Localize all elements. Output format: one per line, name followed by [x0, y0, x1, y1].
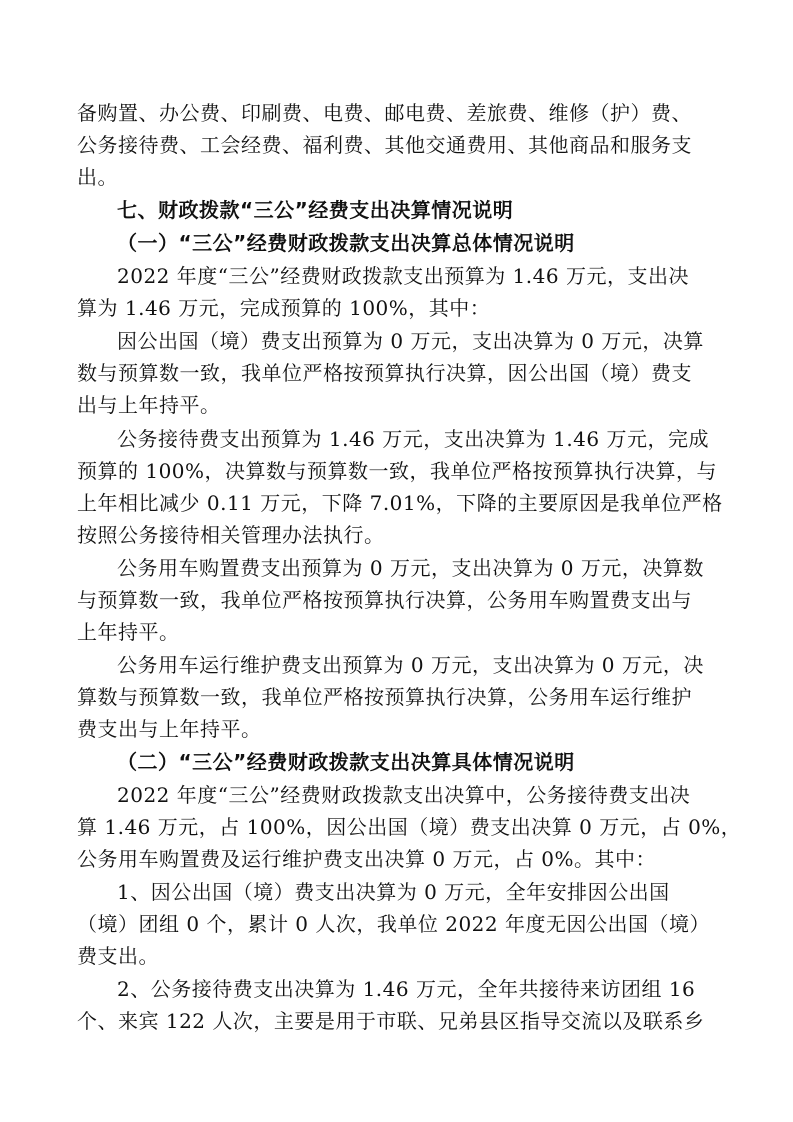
paragraph-line: 出。	[77, 165, 118, 189]
paragraph-line: 因公出国（境）费支出预算为 0 万元，支出决算为 0 万元，决算	[117, 329, 704, 353]
paragraph-line: 上年持平。	[77, 620, 180, 644]
paragraph-line: 上年相比减少 0.11 万元，下降 7.01%，下降的主要原因是我单位严格	[77, 491, 723, 515]
paragraph-line: 2022 年度“三公”经费财政拨款支出决算中，公务接待费支出决	[117, 783, 691, 807]
paragraph-line: 预算的 100%，决算数与预算数一致，我单位严格按预算执行决算，与	[77, 459, 718, 483]
paragraph-line: 算数与预算数一致，我单位严格按预算执行决算，公务用车运行维护	[77, 685, 692, 709]
paragraph-line: 个、来宾 122 人次，主要是用于市联、兄弟县区指导交流以及联系乡	[77, 1009, 705, 1033]
paragraph-line: 2022 年度“三公”经费财政拨款支出预算为 1.46 万元，支出决	[117, 264, 689, 288]
subsection-heading: （一）“三公”经费财政拨款支出决算总体情况说明	[117, 231, 575, 255]
paragraph-line: 备购置、办公费、印刷费、电费、邮电费、差旅费、维修（护）费、	[77, 101, 692, 125]
paragraph-line: 公务接待费支出预算为 1.46 万元，支出决算为 1.46 万元，完成	[117, 427, 709, 451]
paragraph-line: 费支出与上年持平。	[77, 717, 262, 741]
paragraph-line: 1、因公出国（境）费支出决算为 0 万元，全年安排因公出国	[117, 880, 670, 904]
subsection-heading: （二）“三公”经费财政拨款支出决算具体情况说明	[117, 750, 575, 774]
paragraph-line: 按照公务接待相关管理办法执行。	[77, 523, 385, 547]
paragraph-line: 出与上年持平。	[77, 393, 221, 417]
paragraph-line: （境）团组 0 个，累计 0 人次，我单位 2022 年度无因公出国（境）	[77, 912, 710, 936]
paragraph-line: 公务用车购置费支出预算为 0 万元，支出决算为 0 万元，决算数	[117, 556, 704, 580]
paragraph-line: 费支出。	[77, 944, 159, 968]
paragraph-line: 公务用车购置费及运行维护费支出决算 0 万元，占 0%。其中：	[77, 847, 657, 871]
paragraph-line: 算为 1.46 万元，完成预算的 100%，其中：	[77, 296, 491, 320]
paragraph-line: 算 1.46 万元，占 100%，因公出国（境）费支出决算 0 万元，占 0%，	[77, 815, 742, 839]
paragraph-line: 2、公务接待费支出决算为 1.46 万元，全年共接待来访团组 16	[117, 977, 696, 1001]
paragraph-line: 公务接待费、工会经费、福利费、其他交通费用、其他商品和服务支	[77, 133, 692, 157]
paragraph-line: 与预算数一致，我单位严格按预算执行决算，公务用车购置费支出与	[77, 588, 692, 612]
paragraph-line: 数与预算数一致，我单位严格按预算执行决算，因公出国（境）费支	[77, 361, 692, 385]
paragraph-line: 公务用车运行维护费支出预算为 0 万元，支出决算为 0 万元，决	[117, 653, 704, 677]
section-heading: 七、财政拨款“三公”经费支出决算情况说明	[117, 198, 514, 222]
